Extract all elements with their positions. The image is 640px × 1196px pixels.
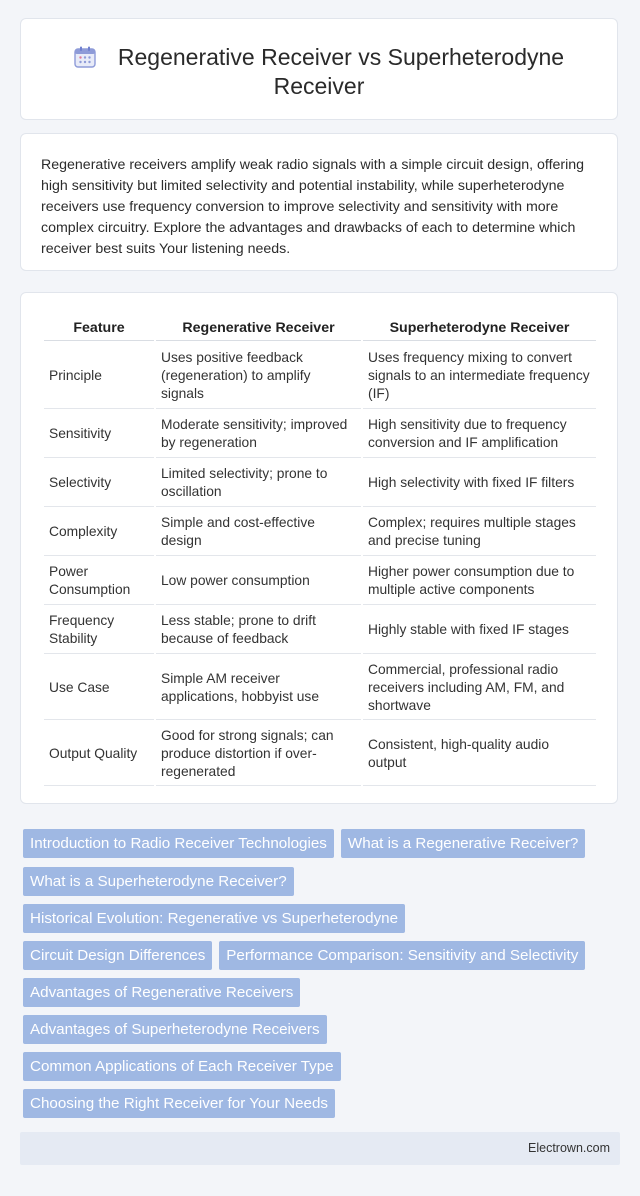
table-row	[44, 656, 596, 720]
tag-historical-evolution[interactable]: Historical Evolution: Regenerative vs Superheterodyne	[23, 904, 405, 933]
tag-circuit-design[interactable]: Circuit Design Differences	[23, 941, 212, 970]
table-cell-regenerative: Low power consumption	[156, 558, 361, 605]
column-header-feature: Feature	[44, 318, 154, 341]
table-cell-regenerative: Moderate sensitivity; improved by regeneration	[156, 411, 361, 458]
column-header-superheterodyne: Superheterodyne Receiver	[363, 318, 596, 341]
tag-common-applications[interactable]: Common Applications of Each Receiver Type	[23, 1052, 341, 1081]
tag-choosing-receiver[interactable]: Choosing the Right Receiver for Your Needs	[23, 1089, 335, 1118]
tag-advantages-regenerative[interactable]: Advantages of Regenerative Receivers	[23, 978, 300, 1007]
table-row	[44, 607, 596, 654]
tag-row	[23, 829, 592, 858]
table-header-row	[44, 318, 596, 341]
tag-performance-comparison[interactable]: Performance Comparison: Sensitivity and Selectivity	[219, 941, 585, 970]
table-row	[44, 343, 596, 409]
table-row	[44, 558, 596, 605]
table-row	[44, 460, 596, 507]
table-row	[44, 722, 596, 786]
footer	[20, 1132, 620, 1165]
tag-row	[23, 1052, 348, 1081]
table-cell-superheterodyne: Commercial, professional radio receivers including AM, FM, and shortwave	[363, 656, 596, 720]
tag-row	[23, 1015, 334, 1044]
page-title-text: Regenerative Receiver vs Superheterodyne Receiver	[117, 44, 565, 99]
intro-paragraph: Regenerative receivers amplify weak radio signals with a simple circuit design, offering high sensitivity but limited selectivity and potential instability, while superheterodyne receivers use frequency conversion to improve selectivity and sensitivity with more complex circuitry. Explore the advantages and drawbacks of each to determine which receiver best suits Your listening needs.	[41, 157, 585, 257]
intro-card	[20, 133, 618, 271]
tag-row	[23, 904, 412, 933]
table-cell-feature: Output Quality	[44, 722, 154, 786]
table-cell-feature: Power Consumption	[44, 558, 154, 605]
tag-advantages-superheterodyne[interactable]: Advantages of Superheterodyne Receivers	[23, 1015, 327, 1044]
table-cell-superheterodyne: Higher power consumption due to multiple active components	[363, 558, 596, 605]
table-cell-feature: Sensitivity	[44, 411, 154, 458]
table-cell-regenerative: Limited selectivity; prone to oscillation	[156, 460, 361, 507]
table-cell-superheterodyne: Highly stable with fixed IF stages	[363, 607, 596, 654]
table-row	[44, 411, 596, 458]
table-cell-superheterodyne: Consistent, high-quality audio output	[363, 722, 596, 786]
comparison-table-card	[20, 292, 618, 804]
table-cell-feature: Principle	[44, 343, 154, 409]
table-cell-superheterodyne: High selectivity with fixed IF filters	[363, 460, 596, 507]
table-cell-feature: Use Case	[44, 656, 154, 720]
table-cell-regenerative: Uses positive feedback (regeneration) to amplify signals	[156, 343, 361, 409]
table-cell-feature: Frequency Stability	[44, 607, 154, 654]
table-cell-regenerative: Less stable; prone to drift because of feedback	[156, 607, 361, 654]
tag-what-is-regenerative[interactable]: What is a Regenerative Receiver?	[341, 829, 585, 858]
tag-row	[23, 1089, 342, 1118]
footer-brand[interactable]: Electrown.com	[528, 1141, 610, 1155]
tag-what-is-superheterodyne[interactable]: What is a Superheterodyne Receiver?	[23, 867, 294, 896]
tag-row	[23, 867, 301, 896]
header-card	[20, 18, 618, 120]
table-cell-regenerative: Simple and cost-effective design	[156, 509, 361, 556]
tag-row	[23, 978, 307, 1007]
table-cell-feature: Complexity	[44, 509, 154, 556]
table-row	[44, 509, 596, 556]
tag-introduction[interactable]: Introduction to Radio Receiver Technologies	[23, 829, 334, 858]
table-cell-regenerative: Good for strong signals; can produce distortion if over-regenerated	[156, 722, 361, 786]
table-cell-feature: Selectivity	[44, 460, 154, 507]
page-title	[21, 43, 617, 101]
column-header-regenerative: Regenerative Receiver	[156, 318, 361, 341]
table-cell-regenerative: Simple AM receiver applications, hobbyist use	[156, 656, 361, 720]
comparison-table	[42, 316, 598, 788]
table-cell-superheterodyne: High sensitivity due to frequency conversion and IF amplification	[363, 411, 596, 458]
calendar-grid-icon	[74, 46, 96, 68]
table-cell-superheterodyne: Uses frequency mixing to convert signals to an intermediate frequency (IF)	[363, 343, 596, 409]
tag-row	[23, 941, 592, 970]
table-cell-superheterodyne: Complex; requires multiple stages and precise tuning	[363, 509, 596, 556]
header	[21, 43, 617, 101]
